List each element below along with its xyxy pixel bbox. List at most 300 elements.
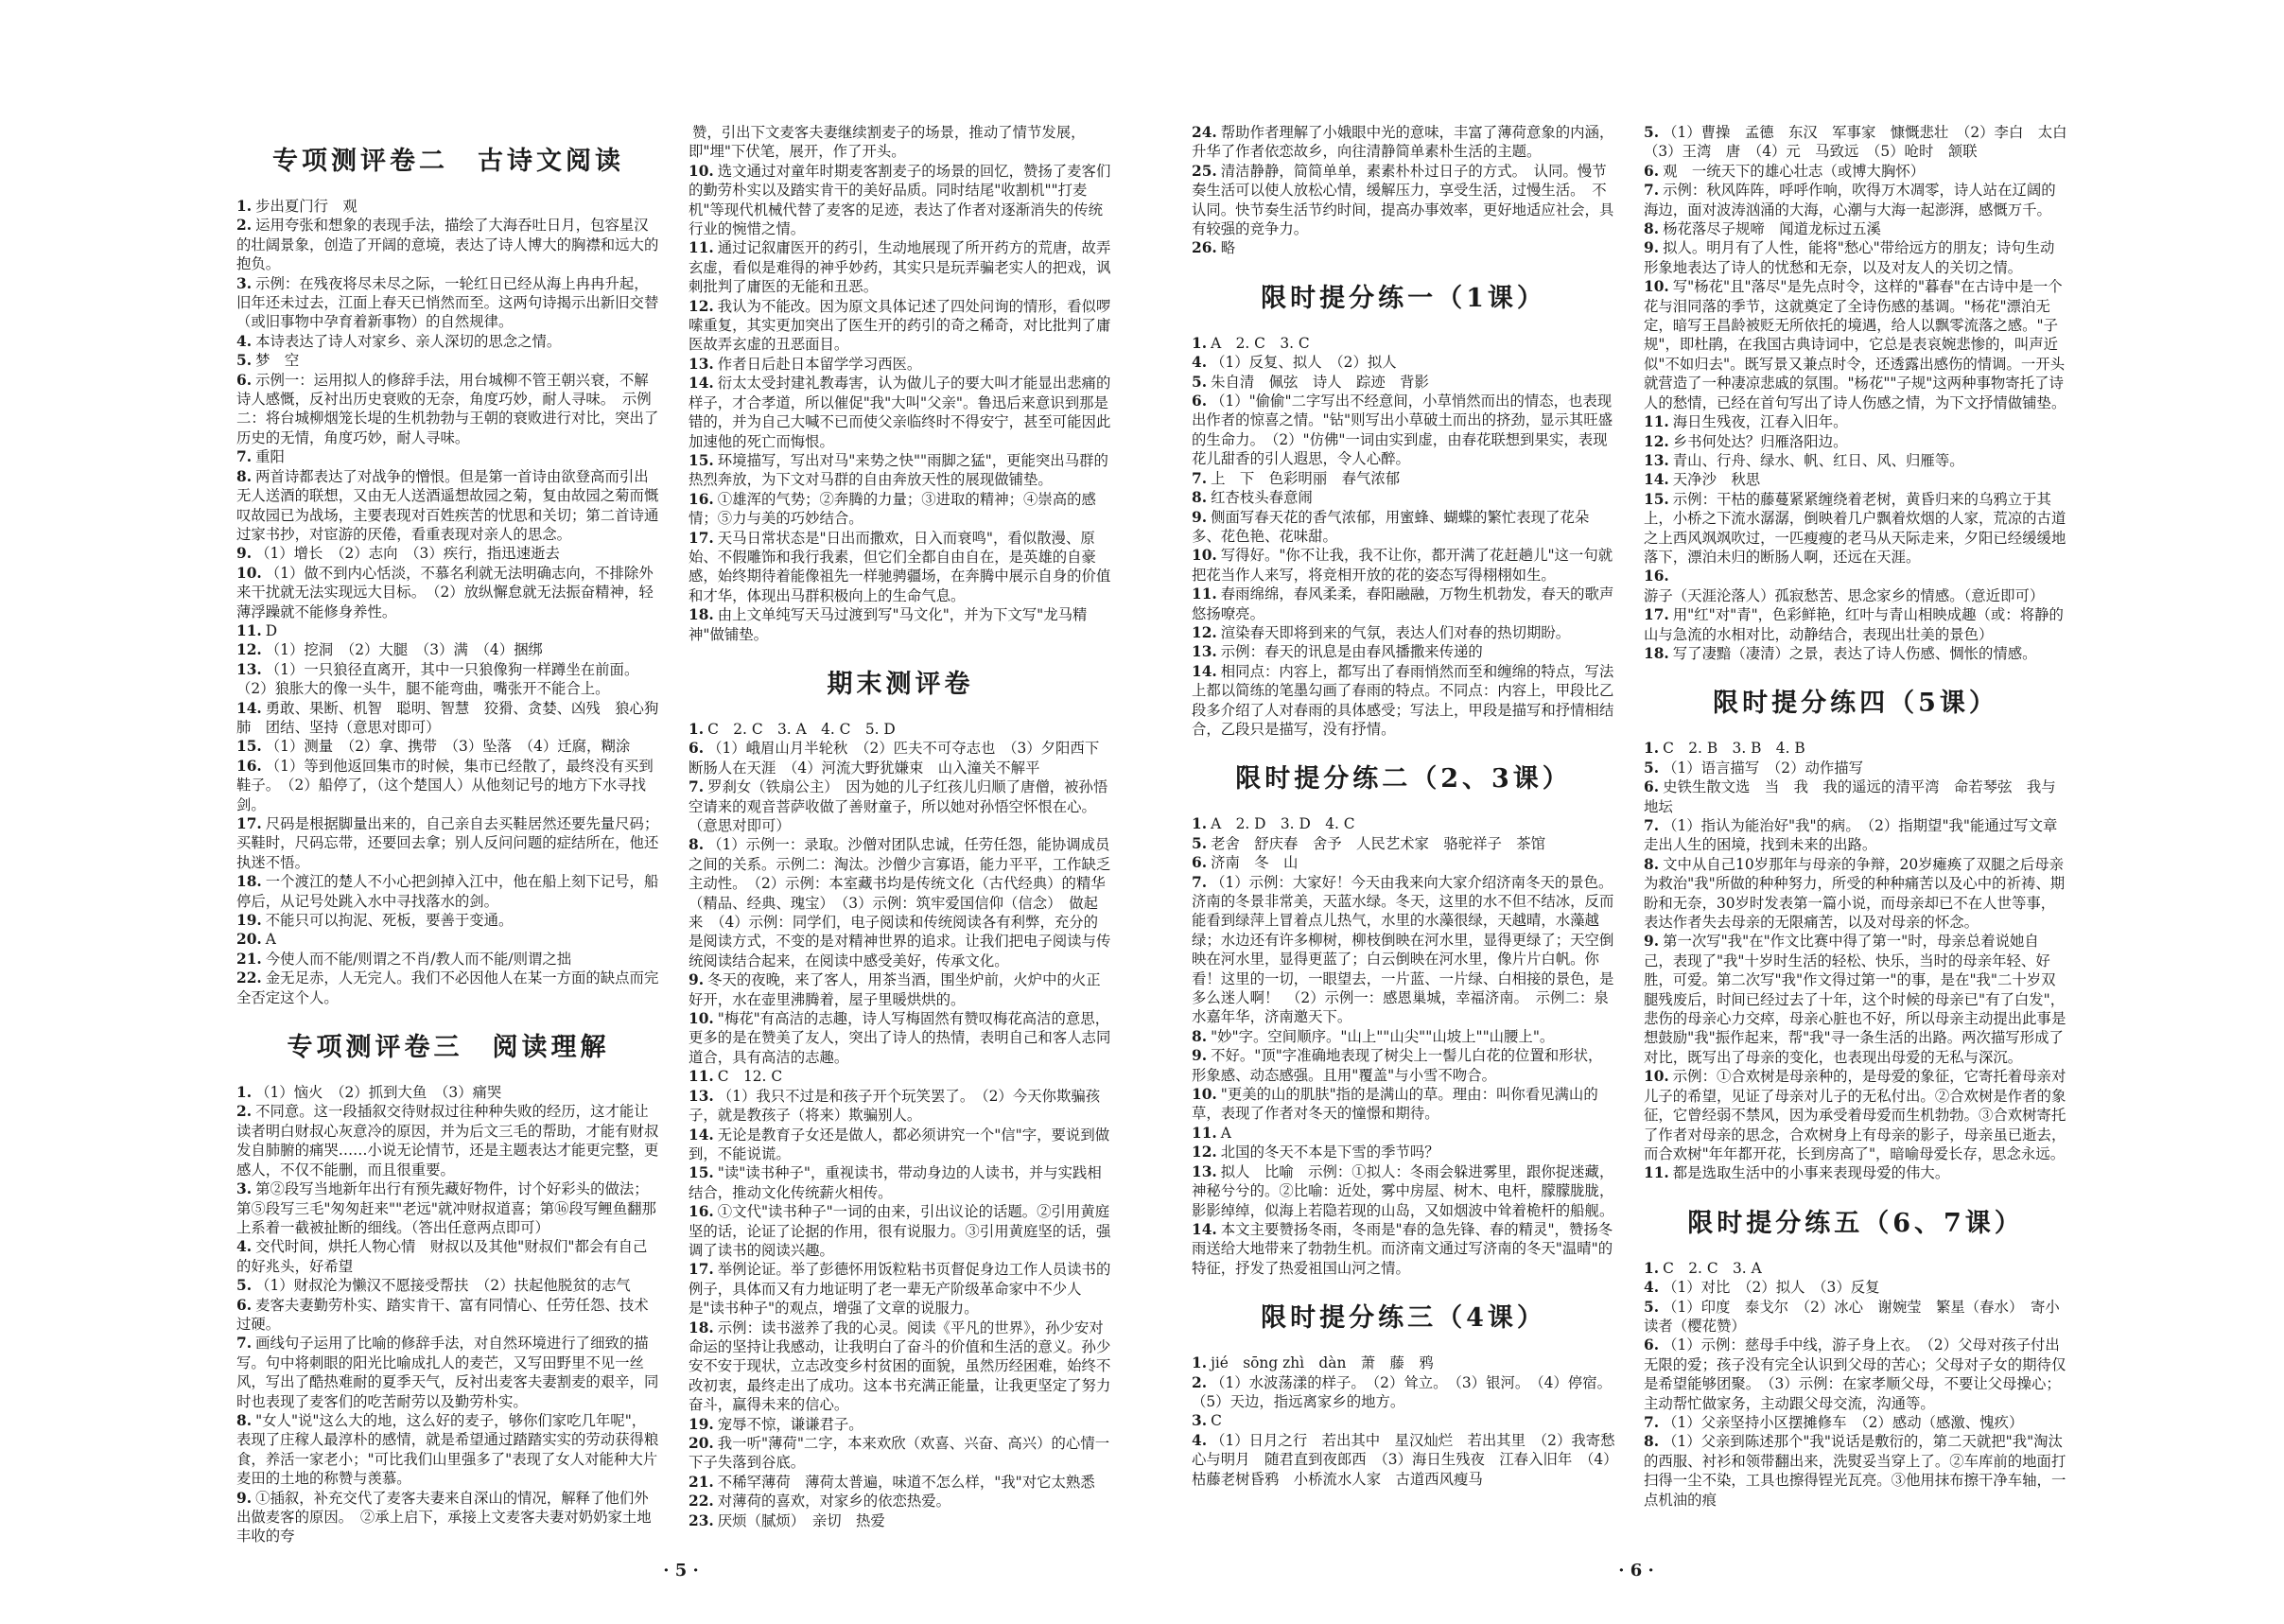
- answer-number: 12.: [1192, 623, 1217, 641]
- answer-text: C 2. C 3. A: [1663, 1259, 1762, 1277]
- section-title: 限时提分练一（1课）: [1261, 283, 1546, 313]
- answer-number: 5.: [236, 352, 253, 370]
- answer-text: 作者日后赴日本留学学习西医。: [717, 355, 922, 373]
- answer-text: （1）等到他返回集市的时候，集市已经散了，最终没有买到鞋子。 （2）船停了，（这个楚国人）从他刻记号的地方下水寻找剑。: [236, 757, 654, 813]
- answer-number: 9.: [1644, 239, 1660, 257]
- answer-text: 不同意。这一段插叙交待财叔过往种种失败的经历，这才能让读者明白财叔心灰意冷的原因，并为后文三毛的帮助，才能有财叔发自肺腑的痛哭……小说无论情节，还是主题表达才能更完整，更感人，不仅不能删，而且很重要。: [236, 1103, 659, 1179]
- answer-text: （1）印度 泰戈尔 （2）冰心 谢婉莹 繁星（春水） 寄小读者（樱花赞）: [1644, 1298, 2060, 1335]
- answer-item: [1644, 567, 2067, 605]
- answer-number: 3.: [236, 1180, 253, 1198]
- answer-item: [689, 123, 1112, 162]
- answer-text: 北国的冬天不本是下雪的季节吗？: [1220, 1144, 1439, 1161]
- answer-text: （1）父亲坚持小区摆摊修车 （2）感动（感激、愧疚）: [1663, 1413, 2024, 1431]
- answer-number: 6.: [236, 1296, 253, 1314]
- answer-item: [689, 1492, 1112, 1510]
- answer-item: [689, 1009, 1112, 1067]
- answer-number: 10.: [689, 1010, 714, 1028]
- answer-text: ①雄浑的气势；②奔腾的力量；③进取的精神；④崇高的感情；⑤力与美的巧妙结合。: [689, 490, 1096, 528]
- answer-number: 11.: [1192, 1124, 1217, 1142]
- answer-text: 衍太太受封建礼教毒害，认为做儿子的要大叫才能显出悲痛的样子，才合孝道，所以催促"我"大叫"父亲"。鲁迅后来意识到那是错的，并为自己大喊不已而使父亲临终时不得安宁，甚至可能因此加速他的死亡而悔恨。: [689, 375, 1111, 450]
- answer-number: 1.: [1192, 815, 1208, 833]
- answer-text: ①插叙，补充交代了麦客夫妻来自深山的情况，解释了他们外出做麦客的原因。 ②承上启下，承接上文麦客夫妻对奶奶家土地丰收的夸: [236, 1489, 652, 1545]
- answer-item: [1192, 1124, 1615, 1143]
- answer-text: 文中从自己10岁那年与母亲的争辩，20岁瘫痪了双腿之后母亲为救治"我"所做的种种努力，所受的种种痛苦以及心中的祈祷、期盼和无奈，30岁时发表第一篇小说，而母亲却已不在人世等事，表达作者失去母亲的无限痛苦，以及对母亲的怀念。: [1644, 855, 2066, 932]
- answer-number: 8.: [1644, 1433, 1660, 1451]
- answer-text: 一个渡江的楚人不小心把剑掉入江中，他在船上刻下记号，船停后，从记号处跳入水中寻找落水的剑。: [236, 873, 659, 910]
- answer-number: 22.: [236, 969, 262, 987]
- answer-item: [236, 872, 660, 911]
- answer-number: 24.: [1192, 124, 1217, 141]
- answer-item: [689, 355, 1112, 374]
- answer-text: 交代时间，烘托人物心情 财叔以及其他"财叔们"都会有自己的好兆头，好希望: [236, 1238, 648, 1275]
- answer-number: 10.: [236, 564, 262, 582]
- answer-text: （1）示例：大家好！今天由我来向大家介绍济南冬天的景色。济南的冬景非常美，天蓝水绿。冬天，这里的水不但不结冰，反而能看到绿萍上冒着点儿热气，水里的水藻很绿，天越晴，水藻越绿；水边还有许多柳树，柳枝倒映在河水里，显得更绿了；天空倒映在河水里，显得更蓝了；白云倒映在河水里，像片片白帆。你看！这里的一切，一眼望去，一片蓝、一片绿、白相接的景色，是多么迷人啊！ （2）示例一：感恩巢城，幸福济南。 示例二：泉水嘉年华，济南邀天下。: [1192, 873, 1614, 1026]
- answer-number: 20.: [236, 931, 262, 949]
- column: [236, 123, 660, 1546]
- answer-item: [1192, 353, 1615, 372]
- answer-text: 步出夏门行 观: [255, 198, 357, 215]
- answer-item: [1644, 490, 2067, 568]
- answer-item: [1644, 777, 2067, 816]
- answer-item: [1192, 488, 1615, 507]
- answer-item: [1192, 123, 1615, 162]
- answer-text: 我一听"薄荷"二字，本来欢欣（欢喜、兴奋、高兴）的心情一下子失落到谷底。: [689, 1435, 1110, 1472]
- answer-text: （1）示例一：录取。沙僧对团队忠诚，任劳任怨，能协调成员之间的关系。示例二：淘汰。沙僧少言寡语，能力平平，工作缺乏主动性。 （2）示例：本室藏书均是传统文化（古代经典）的精华（精品、经典、瑰宝） （3）示例：筑牢爱国信仰（信念） 做起来 （4）示例：同学们，电子阅读和传统阅读各有利弊，充分的是阅读方式，不变的是对精神世界的追求。让我们把电子阅读与传统阅读结合起来，在阅读中感受美好，传承文化。: [689, 836, 1111, 969]
- answer-number: 18.: [1644, 644, 1669, 662]
- answer-text: 略: [1220, 239, 1236, 257]
- answer-number: 22.: [689, 1493, 714, 1510]
- column: [689, 123, 1112, 1530]
- answer-item: [1192, 1085, 1615, 1124]
- answer-item: [1644, 759, 2067, 777]
- answer-number: 17.: [689, 529, 714, 547]
- answer-item: [236, 1411, 660, 1489]
- answer-text: 举例论证。举了彭德怀用饭粒粘书页督促身边工作人员读书的例子，具体而又有力地证明了老一辈无产阶级革命家中不少人是"读书种子"的观点，增强了文章的说服力。: [689, 1261, 1111, 1318]
- answer-item: [689, 1202, 1112, 1260]
- answer-item: [1192, 392, 1615, 469]
- answer-text: 渲染春天即将到来的气氛，表达人们对春的热切期盼。: [1220, 623, 1571, 641]
- answer-item: [236, 660, 660, 699]
- answer-text: （1）父亲到陈述那个"我"说话是敷衍的，第二天就把"我"淘汰的西服、衬衫和领带翻出来，洗熨妥当穿上了。②车库前的地面打扫得一尘不染，工具也擦得锃光瓦亮。③他用抹布擦干净车轴，一点机油的痕: [1644, 1433, 2066, 1509]
- answer-item: [1192, 469, 1615, 488]
- answer-text: 麦客夫妻勤劳朴实、踏实肯干、富有同情心、任劳任怨、技术过硬。: [236, 1296, 649, 1333]
- answer-number: 9.: [1192, 508, 1208, 526]
- answer-item: [689, 529, 1112, 606]
- answer-text: 不稀罕薄荷 薄荷太普遍，味道不怎么样，"我"对它太熟悉: [717, 1473, 1095, 1491]
- answer-item: [1644, 219, 2067, 238]
- answer-item: [236, 1489, 660, 1546]
- answer-text: 上 下 色彩明丽 春气浓郁: [1211, 469, 1401, 487]
- answer-number: 16.: [689, 1203, 714, 1221]
- answer-number: 14.: [1644, 471, 1669, 489]
- answer-number: 14.: [236, 699, 262, 717]
- answer-item: [236, 969, 660, 1007]
- answer-item: [689, 162, 1112, 239]
- answer-item: [236, 1102, 660, 1179]
- answer-text: 第一次写"我"在"作文比赛中得了第一"时，母亲总着说她自己，表现了"我"十岁时生活的轻松、快乐，当时的母亲年轻、好胜，可爱。第二次写"我"作文得过第一"的事，是在"我"二十岁双腿残废后，时间已经过去了十年，这个时候的母亲已"有了白发"，悲伤的母亲心力交瘁，母亲心脏也不好，所以母亲主动提出此事是想鼓励"我"振作起来，帮"我"寻一条生活的出路。两次描写形成了对比，既写出了母亲的变化，也表现出母爱的无私与深沉。: [1644, 933, 2066, 1066]
- answer-number: 7.: [236, 1335, 253, 1353]
- answer-number: 16.: [689, 490, 714, 508]
- answer-text: 不能只可以拘泥、死板，要善于变通。: [265, 912, 514, 930]
- answer-item: [236, 351, 660, 370]
- answer-number: 9.: [1644, 933, 1660, 951]
- answer-number: 23.: [689, 1511, 714, 1529]
- answer-text: 示例：①合欢树是母亲种的，是母爱的象征，它寄托着母亲对儿子的希望，见证了母亲对儿子的无私付出。②合欢树是作者的象征，它曾经弱不禁风，因为承受着母爱而生机勃勃。③合欢树寄托了作者对母亲的思念，合欢树身上有母亲的影子，母亲虽已逝去，而合欢树"年年都开花，长到房高了"，暗喻母爱长存，思念永远。: [1644, 1068, 2066, 1162]
- answer-number: 9.: [1192, 1047, 1208, 1065]
- answer-text: A: [1220, 1124, 1231, 1142]
- answer-item: [236, 371, 660, 448]
- answer-item: [236, 1237, 660, 1276]
- answer-item: [1644, 1163, 2067, 1182]
- answer-text: C 2. C 3. A 4. C 5. D: [707, 720, 896, 738]
- answer-text: 都是选取生活中的小事来表现母爱的伟大。: [1672, 1164, 1950, 1182]
- answer-number: 1.: [1644, 1259, 1660, 1277]
- answer-number: 11.: [689, 1068, 714, 1086]
- answer-number: 13.: [236, 660, 262, 678]
- answer-number: 8.: [1644, 220, 1660, 238]
- answer-text: 拟人 比喻 示例：①拟人：冬雨会躲进雾里，跟你捉迷藏，神秘兮兮的。②比喻：近处，雾中房屋、树木、电杆，朦朦胧胧，影影绰绰，似海上若隐若现的山岛，又如烟波中耸着桅杆的船舰。: [1192, 1162, 1614, 1219]
- answer-number: 13.: [1192, 643, 1217, 661]
- answer-item: [236, 332, 660, 351]
- answer-text: （1）一只狼径直离开，其中一只狼像狗一样蹲坐在前面。 （2）狼胀大的像一头牛，腿不能弯曲，嘴张开不能合上。: [236, 660, 647, 698]
- answer-item: [689, 1067, 1112, 1086]
- answer-item: [236, 216, 660, 273]
- answer-text: 春雨绵绵，春风柔柔，春阳融融，万物生机勃发，春天的歌声悠扬嘹亮。: [1192, 585, 1614, 622]
- answer-item: [689, 1415, 1112, 1434]
- answer-item: [236, 930, 660, 949]
- answer-text: 示例：干枯的藤蔓紧紧缠绕着老树，黄昏归来的乌鸦立于其上，小桥之下流水潺潺，倒映着几户飘着炊烟的人家，荒凉的古道之上西风飒飒吹过，一匹瘦瘦的老马从天际走来，夕阳已经缓缓地落下，漂泊未归的断肠人啊，还远在天涯。: [1644, 490, 2066, 566]
- answer-text: 对薄荷的喜欢，对家乡的依恋热爱。: [717, 1493, 951, 1510]
- answer-text: D: [265, 621, 278, 639]
- answer-item: [236, 544, 660, 563]
- answer-text: 冬天的夜晚，来了客人，用茶当酒，围坐炉前，火炉中的火正好开，水在壶里沸腾着，屋子里暖烘烘的。: [689, 971, 1101, 1008]
- answer-item: [689, 970, 1112, 1009]
- section-title: 限时提分练三（4课）: [1261, 1303, 1546, 1334]
- answer-number: 6.: [689, 740, 705, 758]
- answer-number: 5.: [1192, 373, 1208, 391]
- answer-item: [1644, 1336, 2067, 1413]
- answer-item: [689, 451, 1112, 490]
- answer-text: （1）"偷偷"二字写出不经意间，小草悄然而出的情态，也表现出作者的惊喜之情。"钻"则写出小草破土而出的挤劲，显示其旺盛的生命力。 （2）"仿佛"一词由实到虚，由春花联想到果实，表现花儿甜香的引人遐思，令人心醉。: [1192, 393, 1613, 468]
- column: [1192, 123, 1619, 1489]
- answer-item: [1192, 1411, 1615, 1430]
- answer-text: 示例：春天的讯息是由春风播撒来传递的: [1220, 643, 1483, 661]
- answer-number: 8.: [236, 467, 253, 485]
- answer-item: [1192, 662, 1615, 740]
- answer-item: [689, 1260, 1112, 1318]
- answer-text: 今使人而不能/则谓之不肖/教人而不能/则谓之拙: [265, 950, 572, 968]
- answer-text: 赞，引出下文麦客夫妻继续割麦子的场景，推动了情节发展，即"埋"下伏笔，展开，作了开头。: [689, 124, 1086, 161]
- answer-item: [1192, 1162, 1615, 1220]
- answer-text: 画线句子运用了比喻的修辞手法，对自然环境进行了细致的描写。句中将刺眼的阳光比喻成扎人的麦芒，又写田野里不见一丝风，写出了酷热难耐的夏季天气，反衬出麦客夫妻割麦的艰辛，同时也表现了麦客们的吃苦耐劳以及勤劳朴实。: [236, 1335, 659, 1410]
- answer-text: （1）我只不过是和孩子开个玩笑罢了。 （2）今天你欺骗孩子，就是教孩子（将来）欺骗别人。: [689, 1087, 1101, 1125]
- answer-number: 8.: [1644, 855, 1660, 873]
- answer-text: "女人"说"这么大的地，这么好的麦子，够你们家吃几年呢"，表现了庄稼人最淳朴的感情，就是希望通过踏踏实实的劳动获得粮食，养活一家老小；"可比我们山里强多了"表现了女人对能种大片麦田的土地的称赞与羡慕。: [236, 1411, 659, 1488]
- answer-text: C: [1211, 1412, 1222, 1430]
- answer-number: 13.: [1192, 1162, 1217, 1180]
- answer-item: [236, 737, 660, 756]
- answer-number: 9.: [236, 1489, 253, 1507]
- answer-number: 11.: [1644, 1164, 1669, 1182]
- section-title: 期末测评卷: [827, 669, 974, 699]
- answer-text: （1）对比 （2）拟人 （3）反复: [1663, 1279, 1880, 1297]
- answer-text: 示例：读书滋养了我的心灵。阅读《平凡的世界》，孙少安对命运的坚持让我感动，让我明白了奋斗的价值和生活的意义。孙少安不安于现状，立志改变乡村贫困的面貌，虽然历经困难，始终不改初衷，最终走出了成功。这本书充满正能量，让我更坚定了努力奋斗，赢得未来的信心。: [689, 1318, 1111, 1414]
- answer-number: 3.: [1192, 1412, 1208, 1430]
- answer-item: [1644, 277, 2067, 412]
- answer-number: 14.: [1192, 662, 1217, 680]
- answer-number: 4.: [1192, 1431, 1208, 1449]
- answer-item: [1644, 605, 2067, 644]
- answer-number: 13.: [689, 1087, 714, 1105]
- answer-item: [236, 814, 660, 872]
- answer-number: 4.: [236, 1238, 253, 1256]
- answer-number: 1.: [1644, 740, 1660, 758]
- answer-number: 14.: [689, 375, 714, 393]
- answer-number: 1.: [1192, 334, 1208, 352]
- answer-item: [1192, 642, 1615, 661]
- answer-item: [1644, 1298, 2067, 1336]
- answer-number: 6.: [1644, 162, 1660, 180]
- answer-item: [236, 564, 660, 621]
- answer-text: 乡书何处达？归雁洛阳边。: [1672, 432, 1848, 450]
- answer-text: 不好。"顶"字准确地表现了树尖上一髻儿白花的位置和形状，形象感、动态感强。且用"覆盖"与小雪不吻合。: [1192, 1047, 1603, 1084]
- answer-item: [1644, 412, 2067, 431]
- answer-number: 7.: [1192, 873, 1208, 891]
- answer-text: 宠辱不惊，谦谦君子。: [717, 1415, 863, 1433]
- answer-number: 19.: [236, 912, 262, 930]
- answer-number: 5.: [1192, 834, 1208, 852]
- answer-item: [1192, 508, 1615, 547]
- answer-number: 18.: [236, 873, 262, 891]
- answer-item: [689, 720, 1112, 739]
- section-title: 专项测评卷三 阅读理解: [287, 1033, 610, 1063]
- answer-text: 选文通过对童年时期麦客割麦子的场景的回忆，赞扬了麦客们的勤劳朴实以及踏实肯干的美好品质。同时结尾"收割机""打麦机"等现代机械代替了麦客的足迹，表达了作者对逐渐消失的传统行业的惋惜之情。: [689, 162, 1111, 238]
- answer-text: （1）日月之行 若出其中 星汉灿烂 若出其里 （2）我寄愁心与明月 随君直到夜郎西 （3）海日生残夜 江春入旧年 （4）枯藤老树昏鸦 小桥流水人家 古道西风瘦马: [1192, 1431, 1615, 1488]
- answer-text: jié sōng zhì dàn 萧 藤 鸦: [1211, 1354, 1434, 1372]
- answer-text: 天净沙 秋思: [1672, 471, 1761, 489]
- answer-text: 由上文单纯写天马过渡到写"马文化"，并为下文写"龙马精神"做铺垫。: [689, 606, 1088, 643]
- answer-item: [1644, 1259, 2067, 1278]
- page-number: · 5 ·: [663, 1561, 699, 1580]
- answer-item: [1644, 932, 2067, 1067]
- answer-text: 红杏枝头春意闹: [1211, 489, 1313, 507]
- answer-item: [689, 1087, 1112, 1126]
- answer-text: （1）语言描写 （2）动作描写: [1663, 759, 1864, 777]
- answer-text: A: [265, 931, 276, 949]
- answer-number: 6.: [1644, 778, 1660, 796]
- answer-item: [236, 1083, 660, 1102]
- answer-text: 通过记叙庸医开的药引，生动地展现了所开药方的荒唐，故弄玄虚，看似是难得的神乎妙药，其实只是玩弄骗老实人的把戏，讽刺批判了庸医的无能和丑恶。: [689, 239, 1111, 296]
- answer-item: [1192, 585, 1615, 623]
- answer-text: （1）挖洞 （2）大腿 （3）满 （4）捆绑: [265, 641, 543, 659]
- answer-number: 20.: [689, 1435, 714, 1452]
- answer-item: [689, 1434, 1112, 1473]
- answer-item: [1192, 373, 1615, 392]
- answer-text: 无论是教育子女还是做人，都必须讲究一个"信"字，要说到做到，不能说谎。: [689, 1126, 1110, 1162]
- answer-number: 5.: [1644, 1298, 1660, 1316]
- answer-item: [1644, 739, 2067, 758]
- column: [1644, 123, 2082, 1510]
- answer-text: "妙"字。空间顺序。"山上""山尖""山坡上""山腰上"。: [1211, 1027, 1555, 1045]
- answer-number: 8.: [1192, 489, 1208, 507]
- answer-item: [689, 1318, 1112, 1415]
- answer-text: （1）增长 （2）志向 （3）疾行，指迅速逝去: [255, 545, 560, 563]
- answer-number: 15.: [689, 451, 714, 469]
- answer-text: "更美的山的肌肤"指的是满山的草。理由：叫你看见满山的草，表现了作者对冬天的憧憬和期待。: [1192, 1086, 1598, 1123]
- answer-number: 8.: [236, 1411, 253, 1429]
- answer-number: 6.: [1192, 393, 1208, 410]
- answer-number: 15.: [1644, 490, 1669, 508]
- answer-number: 12.: [1192, 1144, 1217, 1161]
- answer-item: [689, 1126, 1112, 1164]
- answer-item: [236, 197, 660, 216]
- answer-number: 11.: [236, 621, 262, 639]
- answer-number: 14.: [689, 1126, 714, 1144]
- answer-item: [236, 757, 660, 814]
- answer-item: [1192, 162, 1615, 239]
- answer-number: 7.: [1644, 182, 1660, 200]
- answer-text: 游子（天涯沦落人）孤寂愁苦、思念家乡的情感。（意近即可）: [1644, 586, 2045, 604]
- answer-number: 25.: [1192, 162, 1217, 180]
- answer-item: [236, 621, 660, 640]
- answer-text: 写得好。"你不让我，我不让你，都开满了花赶趟儿"这一句就把花当作人来写，将竞相开放的花的姿态写得栩栩如生。: [1192, 547, 1613, 584]
- answer-text: 梦 空: [255, 352, 300, 370]
- answer-text: 侧面写春天花的香气浓郁，用蜜蜂、蝴蝶的繁忙表现了花朵多、花色艳、花味甜。: [1192, 508, 1590, 545]
- answer-number: 17.: [1644, 606, 1669, 624]
- answer-text: （1）水波荡漾的样子。 （2）耸立。 （3）银河。 （4）停宿。 （5）天边，指远离家乡的地方。: [1192, 1373, 1619, 1410]
- answer-number: 6.: [1644, 1336, 1660, 1354]
- answer-text: C 12. C: [717, 1068, 783, 1086]
- answer-number: 10.: [1644, 1068, 1669, 1086]
- answer-text: （1）峨眉山月半轮秋 （2）匹夫不可夺志也 （3）夕阳西下 断肠人在天涯 （4）河流大野犹嫌束 山入潼关不解平: [689, 740, 1114, 777]
- answer-number: 7.: [236, 448, 253, 466]
- answer-item: [1192, 1027, 1615, 1046]
- answer-number: 12.: [236, 641, 262, 659]
- answer-text: 本文主要赞扬冬雨，冬雨是"春的急先锋、春的精灵"，赞扬冬雨送给大地带来了勃勃生机。而济南文通过写济南的冬天"温晴"的特征，抒发了热爱祖国山河之情。: [1192, 1220, 1613, 1277]
- answer-item: [1644, 1432, 2067, 1510]
- answer-number: 17.: [236, 815, 262, 832]
- answer-number: 1.: [236, 1084, 253, 1102]
- answer-number: 11.: [689, 239, 714, 257]
- answer-number: 2.: [236, 1103, 253, 1121]
- answer-number: 5.: [1644, 124, 1660, 141]
- answer-item: [1644, 432, 2067, 451]
- answer-text: 相同点：内容上，都写出了春雨悄然而至和缠绵的特点，写法上都以简练的笔墨勾画了春雨的特点。不同点：内容上，甲段比乙段多介绍了人对春雨的具体感受；写法上，甲段是描写和抒情相结合，乙段只是描写，没有抒情。: [1192, 662, 1614, 738]
- answer-item: [689, 490, 1112, 529]
- answer-number: 6.: [1192, 854, 1208, 872]
- answer-number: 16.: [236, 757, 262, 775]
- answer-number: 4.: [1644, 1279, 1660, 1297]
- answer-number: 18.: [689, 606, 714, 624]
- answer-text: 金无足赤，人无完人。我们不必因他人在某一方面的缺点而完全否定这个人。: [236, 969, 659, 1006]
- answer-item: [1644, 470, 2067, 489]
- answer-text: 运用夸张和想象的表现手法，描绘了大海吞吐日月，包容星汉的壮阔景象，创造了开阔的意境，表达了诗人博大的胸襟和远大的抱负。: [236, 217, 659, 273]
- answer-number: 13.: [1644, 451, 1669, 469]
- answer-number: 21.: [689, 1473, 714, 1491]
- answer-number: 7.: [1192, 469, 1208, 487]
- answer-number: 7.: [1644, 817, 1660, 834]
- answer-item: [1192, 1431, 1615, 1489]
- answer-number: 2.: [1192, 1373, 1208, 1391]
- answer-item: [1644, 162, 2067, 181]
- answer-text: （1）做不到内心恬淡，不慕名利就无法明确志向，不排除外来干扰就无法实现远大目标。 （2）放纵懈怠就无法振奋精神，轻薄浮躁就不能修身养性。: [236, 564, 654, 620]
- answer-number: 5.: [236, 1277, 253, 1295]
- answer-text: 杨花落尽子规啼 闻道龙标过五溪: [1663, 220, 1881, 238]
- answer-item: [689, 1163, 1112, 1202]
- answer-text: "读"读书种子"，重视读书，带动身边的人读书，并与实践相结合，推动文化传统薪火相传。: [689, 1164, 1102, 1201]
- answer-number: 2.: [236, 217, 253, 235]
- answer-item: [1192, 853, 1615, 872]
- answer-number: 3.: [236, 274, 253, 292]
- answer-item: [1192, 623, 1615, 642]
- answer-text: 厌烦（腻烦） 亲切 热爱: [717, 1511, 885, 1529]
- answer-item: [1644, 123, 2082, 162]
- answer-item: [689, 374, 1112, 451]
- answer-item: [1644, 238, 2067, 277]
- answer-number: 4.: [236, 332, 253, 350]
- answer-item: [1192, 1046, 1615, 1085]
- answer-item: [1192, 1143, 1615, 1161]
- answer-item: [1192, 873, 1615, 1027]
- answer-text: 勇敢、果断、机智 聪明、智慧 狡猾、贪婪、凶残 狼心狗肺 团结、坚持（意思对即可）: [236, 699, 659, 736]
- answer-text: 海日生残夜，江春入旧年。: [1672, 413, 1848, 431]
- answer-item: [236, 467, 660, 545]
- answer-item: [1644, 181, 2067, 219]
- answer-number: 21.: [236, 950, 262, 968]
- answer-item: [689, 777, 1112, 835]
- answer-text: 老舍 舒庆春 舍予 人民艺术家 骆驼祥子 茶馆: [1211, 834, 1546, 852]
- answer-text: （1）财叔沦为懒汉不愿接受帮扶 （2）扶起他脱贫的志气: [255, 1277, 631, 1295]
- answer-text: 我认为不能改。因为原文具体记述了四处问询的情形，看似啰嗦重复，其实更加突出了医生开的药引的奇之稀奇，对比批判了庸医故弄玄虚的丑恶面目。: [689, 297, 1111, 354]
- answer-text: （1）测量 （2）拿、携带 （3）坠落 （4）迁腐，糊涂: [265, 738, 631, 756]
- answer-number: 10.: [1644, 278, 1669, 296]
- answer-item: [1644, 816, 2067, 855]
- answer-item: [236, 1179, 660, 1237]
- page-5: [236, 123, 1125, 1561]
- answer-number: 4.: [1192, 354, 1208, 372]
- answer-number: 9.: [236, 545, 253, 563]
- answer-item: [236, 274, 660, 332]
- answer-item: [689, 605, 1112, 644]
- answer-text: （1）恼火 （2）抓到大鱼 （3）痛哭: [255, 1084, 502, 1102]
- answer-number: 8.: [1192, 1027, 1208, 1045]
- answer-number: 5.: [1644, 759, 1660, 777]
- answer-number: 1.: [236, 198, 253, 215]
- answer-number: 12.: [689, 297, 714, 315]
- answer-item: [689, 835, 1112, 970]
- answer-item: [236, 1296, 660, 1335]
- answer-text: A 2. C 3. C: [1211, 334, 1310, 352]
- answer-text: （1）反复、拟人 （2）拟人: [1211, 354, 1397, 372]
- answer-item: [689, 297, 1112, 355]
- answer-text: 示例：在残夜将尽未尽之际，一轮红日已经从海上冉冉升起，旧年还未过去，江面上春天已悄然而至。这两句诗揭示出新旧交替（或旧事物中孕育着新事物）的自然规律。: [236, 274, 659, 331]
- page-number: · 6 ·: [1618, 1561, 1654, 1580]
- answer-item: [1644, 1067, 2067, 1163]
- answer-number: 26.: [1192, 239, 1217, 257]
- answer-item: [236, 1276, 660, 1295]
- answer-text: （1）示例：慈母手中线，游子身上衣。 （2）父母对孩子付出无限的爱；孩子没有完全认识到父母的苦心；父母对子女的期待仅是希望能够团聚。 （3）示例：在家孝顺父母，不要让父母操心；主动帮忙做家务，主动跟父母交流，沟通等。: [1644, 1336, 2066, 1412]
- answer-item: [1644, 451, 2067, 470]
- answer-text: 青山、行舟、绿水、帆、红日、风、归雁等。: [1672, 451, 1964, 469]
- answer-item: [1192, 1373, 1619, 1412]
- answer-text: 示例一：运用拟人的修辞手法，用台城柳不管王朝兴衰，不解诗人感慨，反衬出历史衰败的无奈，角度巧妙，耐人寻味。 示例二：将台城柳烟笼长堤的生机勃勃与王朝的衰败进行对比，突出了历史的无情，角度巧妙，耐人寻味。: [236, 371, 659, 446]
- answer-number: 19.: [689, 1415, 714, 1433]
- answer-item: [1644, 1278, 2067, 1297]
- answer-item: [1192, 1220, 1615, 1278]
- answer-item: [1644, 1413, 2067, 1432]
- answer-item: [1192, 238, 1615, 257]
- answer-number: 13.: [689, 355, 714, 373]
